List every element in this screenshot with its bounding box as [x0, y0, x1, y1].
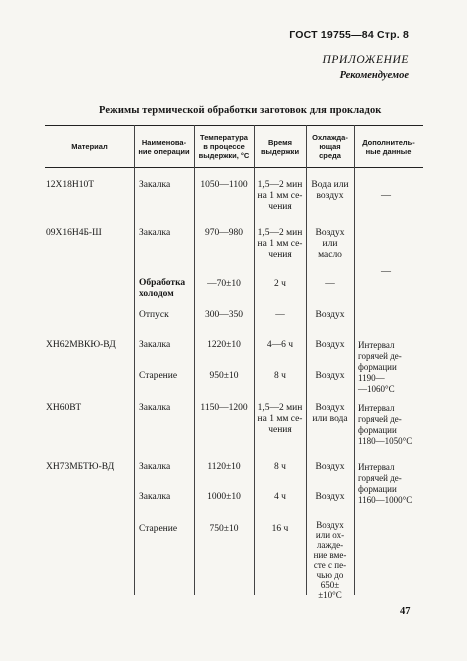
- cell-time: 16 ч: [271, 524, 289, 534]
- column-divider: [354, 125, 355, 595]
- cell-material: 12Х18Н10Т: [46, 180, 95, 190]
- cell-temperature: 1050—1100: [200, 180, 248, 190]
- cell-additional: —: [381, 266, 391, 277]
- appendix-subtitle: Рекомендуемое: [339, 70, 409, 81]
- cell-additional: Интервал горячей де- формации 1160—1000°С: [358, 462, 413, 505]
- cell-temperature: —70±10: [207, 279, 241, 289]
- cell-material: ХН60ВТ: [46, 403, 82, 413]
- header-bottom-rule: [45, 167, 423, 168]
- cell-time: 4 ч: [274, 492, 286, 502]
- cell-medium: Воздух: [315, 371, 345, 381]
- cell-operation: Старение: [139, 524, 178, 534]
- column-header-material: Материал: [71, 142, 108, 151]
- cell-temperature: 1000±10: [207, 492, 241, 502]
- cell-time: 8 ч: [274, 462, 286, 472]
- cell-time: 8 ч: [274, 371, 286, 381]
- cell-operation: Закалка: [139, 403, 171, 413]
- cell-medium: —: [325, 279, 335, 289]
- cell-operation: Обработка холодом: [139, 278, 186, 299]
- cell-temperature: 300—350: [205, 310, 243, 320]
- cell-temperature: 950±10: [209, 371, 239, 381]
- column-divider: [134, 125, 135, 595]
- column-header-medium: Охлажда- ющая среда: [312, 133, 348, 160]
- table-top-rule: [45, 125, 423, 126]
- cell-temperature: 970—980: [205, 228, 243, 238]
- cell-operation: Закалка: [139, 180, 171, 190]
- cell-time: 1,5—2 мин на 1 мм се- чения: [257, 180, 303, 212]
- table-title: Режимы термической обработки заготовок для прокладок: [99, 105, 382, 116]
- cell-material: 09Х16Н4Б-Ш: [46, 228, 102, 238]
- appendix-title: ПРИЛОЖЕНИЕ: [322, 54, 409, 66]
- column-header-temperature: Температура в процессе выдержки, °С: [198, 133, 250, 160]
- cell-temperature: 1120±10: [207, 462, 241, 472]
- cell-temperature: 750±10: [209, 524, 239, 534]
- cell-additional: Интервал горячей де- формации 1180—1050°С: [358, 403, 413, 446]
- cell-operation: Закалка: [139, 492, 171, 502]
- cell-medium: Воздух или ох- лажде- ние вме- сте с пе- чью до 650± ±10°С: [313, 520, 347, 600]
- cell-medium: Воздух: [315, 340, 345, 350]
- cell-temperature: 1220±10: [207, 340, 241, 350]
- cell-operation: Закалка: [139, 228, 171, 238]
- cell-medium: Воздух или масло: [315, 228, 345, 260]
- cell-medium: Воздух: [315, 462, 345, 472]
- cell-time: 1,5—2 мин на 1 мм се- чения: [257, 403, 303, 435]
- cell-additional: Интервал горячей де- формации 1190— —1060°С: [358, 340, 402, 394]
- cell-medium: Воздух: [315, 492, 345, 502]
- cell-time: 4—6 ч: [266, 340, 294, 350]
- standard-header: ГОСТ 19755—84 Стр. 8: [289, 29, 409, 41]
- cell-time: 1,5—2 мин на 1 мм се- чения: [257, 228, 303, 260]
- cell-temperature: 1150—1200: [200, 403, 248, 413]
- column-header-time: Время выдержки: [260, 138, 300, 156]
- cell-medium: Воздух: [315, 310, 345, 320]
- cell-operation: Старение: [139, 371, 178, 381]
- cell-time: 2 ч: [274, 279, 286, 289]
- column-header-operation: Наименова- ние операции: [138, 138, 190, 156]
- cell-medium: Воздух или вода: [312, 403, 348, 424]
- cell-material: ХН62МВКЮ-ВД: [46, 340, 116, 350]
- cell-operation: Закалка: [139, 462, 171, 472]
- cell-medium: Вода или воздух: [311, 180, 349, 201]
- page-number: 47: [400, 606, 411, 617]
- cell-additional: —: [381, 190, 391, 201]
- cell-operation: Закалка: [139, 340, 171, 350]
- cell-material: ХН73МБТЮ-ВД: [46, 462, 115, 472]
- cell-operation: Отпуск: [139, 310, 169, 320]
- cell-time: —: [275, 310, 285, 320]
- column-header-additional: Дополнитель- ные данные: [362, 138, 415, 156]
